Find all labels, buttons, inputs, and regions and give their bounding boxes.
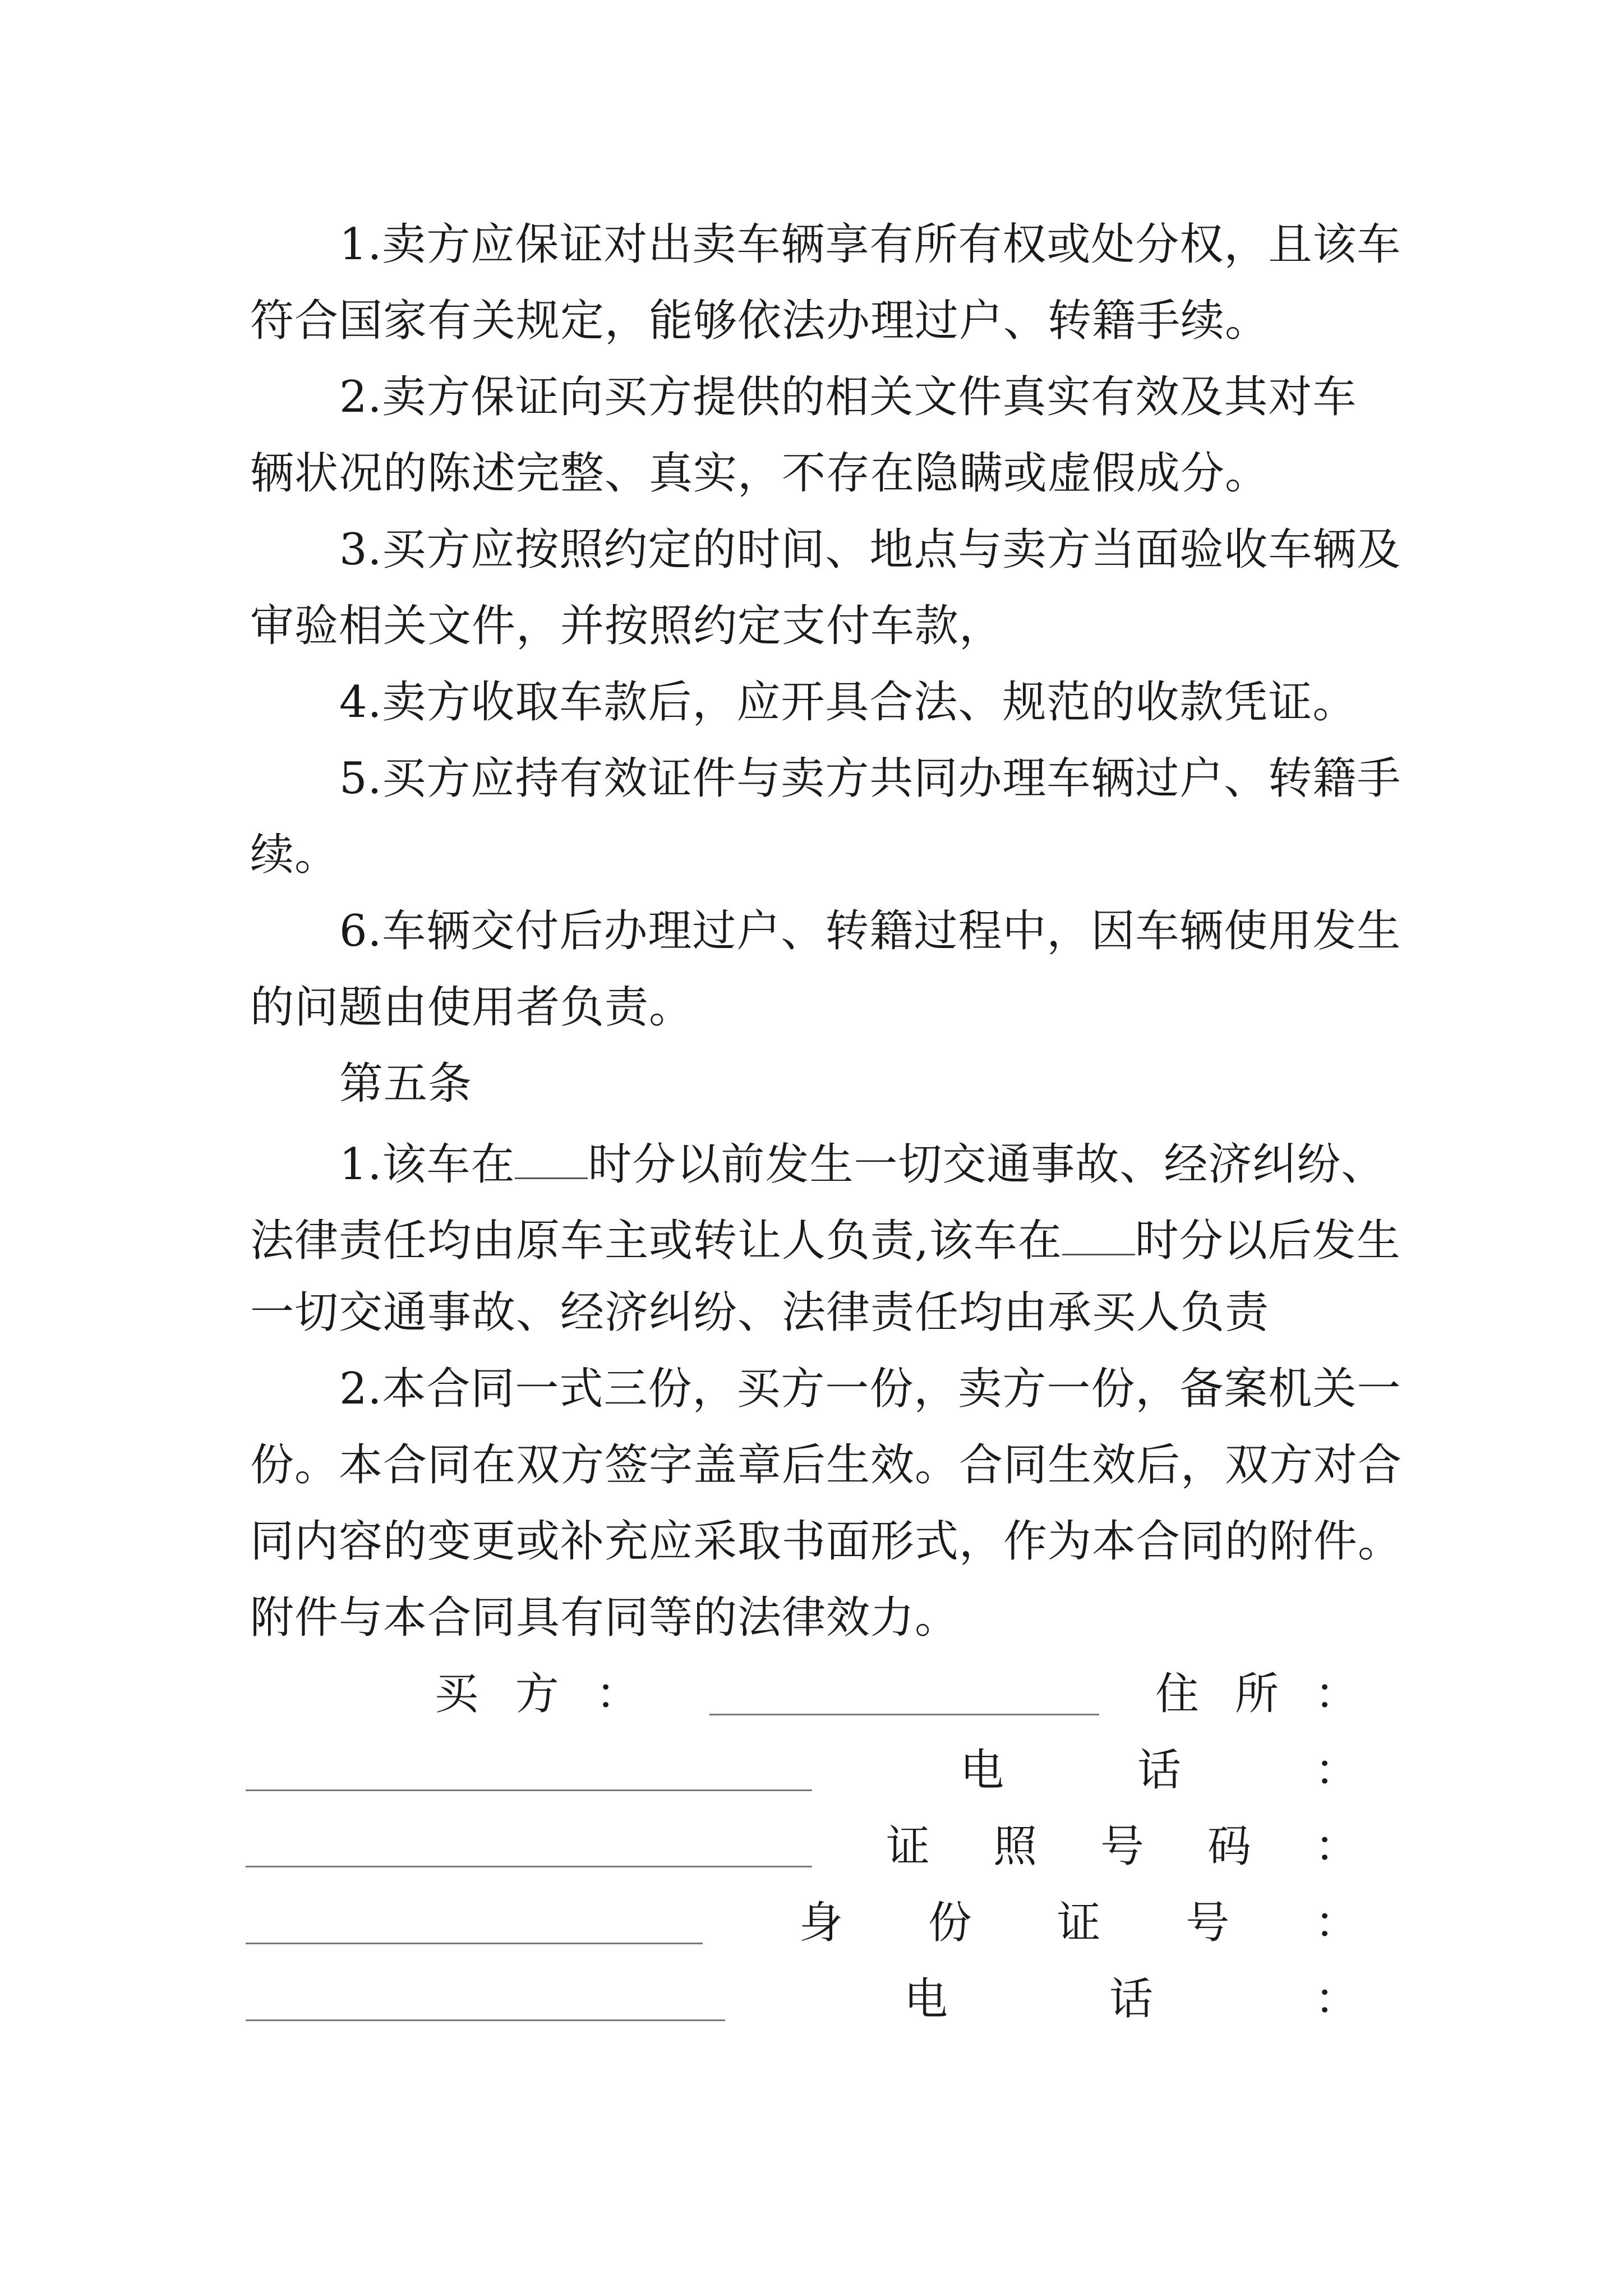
- article-5-p1-line-2: [250, 1214, 1401, 1266]
- clause-3-line-1: 3.买方应按照约定的时间、地点与卖方当面验收车辆及: [339, 524, 1401, 575]
- id-number-field[interactable]: [246, 2019, 725, 2021]
- clause-6-line-1: 6.车辆交付后办理过户、转籍过程中，因车辆使用发生: [339, 906, 1401, 956]
- license-number-field[interactable]: [246, 1943, 703, 1944]
- article-5-p2-line-4: 附件与本合同具有同等的法律效力。: [250, 1593, 960, 1643]
- clause-1-line-2: 符合国家有关规定，能够依法办理过户、转籍手续。: [250, 296, 1270, 346]
- phone-label-2: 电 话 ：: [904, 1974, 1358, 2024]
- id-number-label: 身 份 证 号 ：: [799, 1898, 1358, 1948]
- time-blank-1[interactable]: [515, 1138, 588, 1179]
- clause-4-line-1: 4.卖方收取车款后，应开具合法、规范的收款凭证。: [339, 677, 1357, 728]
- article-5-p1-line-1: [339, 1138, 1386, 1190]
- time-blank-2[interactable]: [1062, 1214, 1135, 1255]
- address-label: 住 所 ：: [1155, 1669, 1358, 1719]
- article-5-p2-line-3: 同内容的变更或补充应采取书面形式，作为本合同的附件。: [250, 1516, 1403, 1567]
- clause-3-line-2: 审验相关文件，并按照约定支付车款，: [250, 601, 1004, 651]
- phone-label: 电 话 ：: [960, 1745, 1358, 1796]
- address-field[interactable]: [246, 1789, 812, 1791]
- p1-text-d: 时分以后发生: [1135, 1216, 1401, 1266]
- p1-text-b: 时分以前发生一切交通事故、经济纠纷、: [588, 1139, 1386, 1190]
- article-5-p2-line-2: 份。本合同在双方签字盖章后生效。合同生效后，双方对合: [250, 1440, 1403, 1490]
- clause-5-line-2: 续。: [250, 830, 339, 880]
- phone-field[interactable]: [246, 1866, 812, 1867]
- clause-1-line-1: 1.卖方应保证对出卖车辆享有所有权或处分权，且该车: [339, 219, 1401, 270]
- article-5-p2-line-1: 2.本合同一式三份，买方一份，卖方一份，备案机关一: [339, 1364, 1401, 1414]
- license-number-label: 证 照 号 码 ：: [886, 1821, 1358, 1872]
- article-5-heading: 第五条: [339, 1059, 473, 1109]
- clause-5-line-1: 5.买方应持有效证件与卖方共同办理车辆过户、转籍手: [339, 753, 1401, 804]
- buyer-field[interactable]: [709, 1714, 1099, 1715]
- clause-2-line-2: 辆状况的陈述完整、真实，不存在隐瞒或虚假成分。: [250, 448, 1270, 499]
- clause-2-line-1: 2.卖方保证向买方提供的相关文件真实有效及其对车: [339, 372, 1357, 422]
- buyer-label: 买 方 ：: [435, 1669, 639, 1719]
- article-5-p1-line-3: 一切交通事故、经济纠纷、法律责任均由承买人负责: [250, 1287, 1270, 1338]
- clause-6-line-2: 的问题由使用者负责。: [250, 982, 694, 1033]
- p1-text-a: 1.该车在: [339, 1139, 515, 1190]
- p1-text-c: 法律责任均由原车主或转让人负责,该车在: [250, 1216, 1062, 1266]
